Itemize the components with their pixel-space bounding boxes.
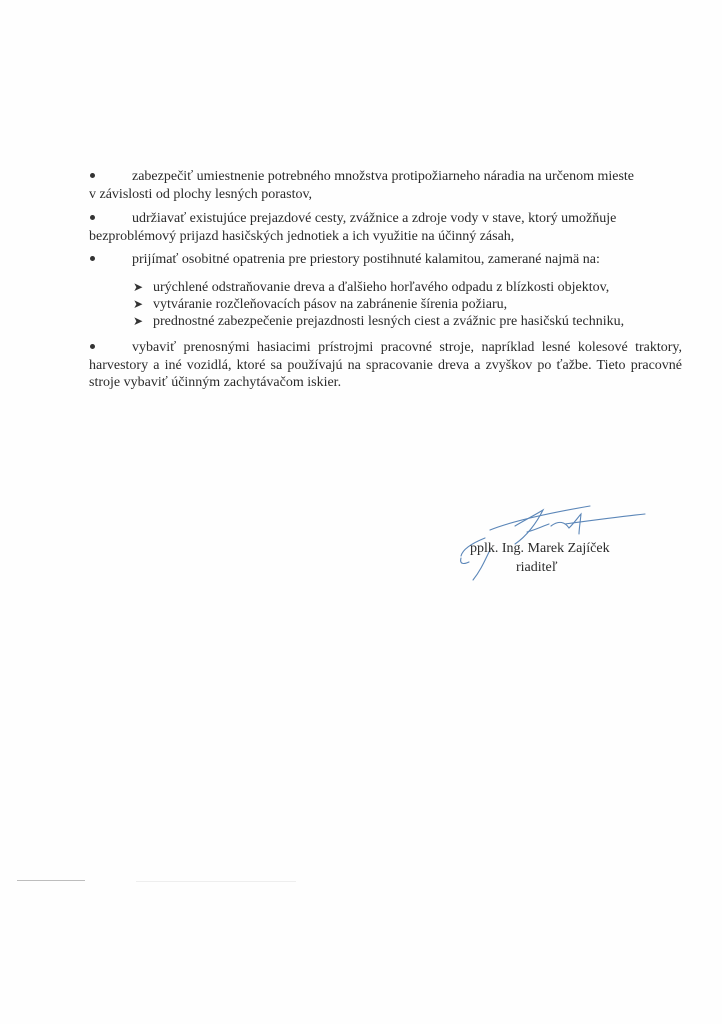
sub-item-1: [133, 279, 609, 296]
sub-item-2: [133, 296, 507, 313]
bullet-text: vybaviť prenosnými hasiacimi prístrojmi pracovné stroje, napríklad lesné kolesové traktory,: [132, 340, 682, 355]
footer-rule-faint: [136, 881, 296, 882]
sub-item-3: [133, 313, 624, 330]
bullet-paragraph-3: [89, 251, 682, 269]
bullet-paragraph-1: [89, 168, 682, 203]
bullet-icon: [90, 256, 95, 261]
sub-item-text: prednostné zabezpečenie prejazdnosti lesných ciest a zvážnic pre hasičskú techniku,: [153, 314, 625, 329]
bullet-text-continued: harvestory a iné vozidlá, ktoré sa používajú na spracovanie dreva a zvyškov po ťažbe. Tieto pracovné stroje vybaviť účinným zachytávačom iskier.: [89, 357, 682, 390]
bullet-text: zabezpečiť umiestnenie potrebného množstva protipožiarneho náradia na určenom mieste: [132, 169, 635, 184]
bullet-icon: [90, 344, 95, 349]
footer-rule: [17, 880, 85, 881]
bullet-text: udržiavať existujúce prejazdové cesty, zvážnice a zdroje vody v stave, ktorý umožňuje: [132, 211, 617, 226]
sub-item-text: vytváranie rozčleňovacích pásov na zabránenie šírenia požiaru,: [153, 297, 508, 312]
bullet-paragraph-4: [89, 339, 682, 392]
signatory-title: riaditeľ: [516, 560, 558, 575]
bullet-icon: [90, 173, 95, 178]
bullet-paragraph-2: [89, 210, 682, 245]
bullet-text-continued: v závislosti od plochy lesných porastov,: [89, 186, 313, 202]
bullet-text-continued: bezproblémový prijazd hasičských jednotiek a ich využitie na účinný zásah,: [89, 228, 515, 244]
arrow-bullet-icon: ➤: [133, 280, 144, 294]
arrow-bullet-icon: ➤: [133, 297, 144, 311]
arrow-bullet-icon: ➤: [133, 314, 144, 328]
bullet-text: prijímať osobitné opatrenia pre priestory postihnuté kalamitou, zamerané najmä na:: [132, 252, 600, 267]
bullet-icon: [90, 215, 95, 220]
sub-item-text: urýchlené odstraňovanie dreva a ďalšieho horľavého odpadu z blízkosti objektov,: [153, 280, 610, 295]
signatory-name: pplk. Ing. Marek Zajíček: [470, 541, 610, 556]
